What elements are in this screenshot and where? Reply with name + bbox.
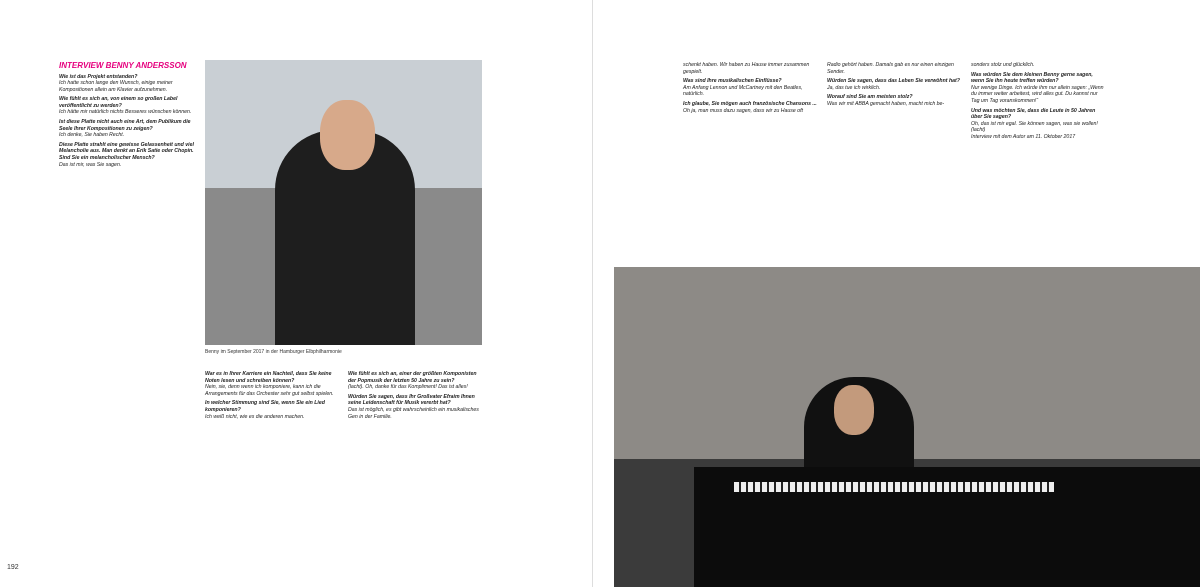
interview-answer: (lacht). Oh, danke für das Kompliment! Das ist alles! bbox=[348, 384, 468, 391]
page-title: INTERVIEW BENNY ANDERSSON bbox=[59, 61, 187, 70]
interview-question: In welcher Stimmung sind Sie, wenn Sie ein Lied komponieren? bbox=[205, 400, 325, 413]
interview-answer: Am Anfang Lennon und McCartney mit den Beatles, natürlich. bbox=[683, 84, 803, 98]
interview-answer: schenkt haben. Wir haben zu Hause immer zusammen gespielt. bbox=[683, 62, 810, 75]
interview-answer: Nein, sie, denn wenn ich komponiere, kann ich die Arrangements für das Orchester sehr gut selbst spielen. bbox=[205, 384, 334, 397]
photo-benny-at-piano bbox=[614, 267, 1200, 587]
interview-question: Was sind Ihre musikalischen Einflüsse? bbox=[683, 78, 782, 85]
interview-question: Wie fühlt es sich an, von einem so großen Label veröffentlicht zu werden? bbox=[59, 96, 178, 109]
interview-answer: Ja, das tue ich wirklich. bbox=[827, 84, 881, 91]
interview-question: Ich glaube, Sie mögen auch französische Chansons ... bbox=[683, 100, 817, 107]
interview-answer: Ich hatte schon lange den Wunsch, einige meiner Kompositionen allein am Klavier aufzunehmen. bbox=[59, 80, 173, 93]
page-number: 192 bbox=[7, 564, 19, 571]
column-1 bbox=[59, 62, 195, 168]
interview-question: Würden Sie sagen, dass Ihr Großvater Efraim Ihnen seine Leidenschaft für Musik vererbt hat? bbox=[348, 393, 475, 407]
interview-question: Würden Sie sagen, dass das Leben Sie verwöhnt hat? bbox=[827, 78, 960, 85]
interview-answer: Ich denke, Sie haben Recht. bbox=[59, 132, 125, 139]
column-1 bbox=[683, 62, 818, 114]
interview-question: Und was möchten Sie, dass die Leute in 50 Jahren über Sie sagen? bbox=[971, 107, 1096, 121]
right-page bbox=[597, 0, 1200, 587]
column-2 bbox=[827, 62, 962, 108]
interview-answer: Ich hätte mir natürlich nichts Besseres wünschen können. bbox=[59, 109, 192, 116]
interview-answer: Das ist mir, was Sie sagen. bbox=[59, 161, 122, 168]
interview-answer: Oh ja, man muss dazu sagen, dass wir zu Hause oft bbox=[683, 107, 803, 114]
interview-question: Diese Platte strahlt eine gewisse Gelassenheit und viel Melancholie aus. Man denkt an Erik Satie oder Chopin. Sind Sie ein melancholischer Mensch? bbox=[59, 141, 194, 162]
interview-question: War es in Ihrer Karriere ein Nachteil, dass Sie keine Noten lesen und schreiben können? bbox=[205, 371, 332, 384]
photo-benny-portrait bbox=[205, 60, 482, 345]
interview-question: Was würden Sie dem kleinen Benny gerne sagen, wenn Sie ihn heute treffen würden? bbox=[971, 71, 1093, 85]
interview-question: Wie ist das Projekt entstanden? bbox=[59, 73, 138, 80]
interview-answer: Ich weiß nicht, wie es die anderen machen. bbox=[205, 413, 305, 420]
interview-question: Ist diese Platte nicht auch eine Art, dem Publikum die Seele Ihrer Kompositionen zu zeigen? bbox=[59, 119, 191, 132]
photo-caption: Benny im September 2017 in der Hamburger Elbphilharmonie bbox=[205, 349, 342, 355]
interview-question: Worauf sind Sie am meisten stolz? bbox=[827, 94, 913, 101]
interview-answer: Das ist möglich, es gibt wahrscheinlich ein musikalisches Gen in der Familie. bbox=[348, 406, 479, 420]
interview-answer: Interview mit dem Autor am 11. Oktober 2017 bbox=[971, 133, 1076, 140]
interview-answer: Oh, das ist mir egal. Sie können sagen, was sie wollen! (lacht) bbox=[971, 120, 1098, 134]
interview-answer: sonders stolz und glücklich. bbox=[971, 62, 1035, 68]
left-page bbox=[0, 0, 593, 587]
interview-answer: Was wir mit ABBA gemacht haben, macht mich be- bbox=[827, 100, 945, 107]
column-3 bbox=[971, 62, 1106, 141]
interview-question: Wie fühlt es sich an, einer der größten Komponisten der Popmusik der letzten 50 Jahre zu sein? bbox=[348, 371, 477, 384]
interview-answer: Radio gehört haben. Damals gab es nur einen einzigen Sender. bbox=[827, 62, 954, 75]
column-3 bbox=[348, 368, 483, 420]
interview-answer: Nur wenige Dinge. Ich würde ihm nur allein sagen: „Wenn du immer weiter arbeitest, wird alles gut. Du kannst nur Tag um Tag voranskommen!“ bbox=[971, 84, 1104, 104]
column-2 bbox=[205, 368, 340, 420]
